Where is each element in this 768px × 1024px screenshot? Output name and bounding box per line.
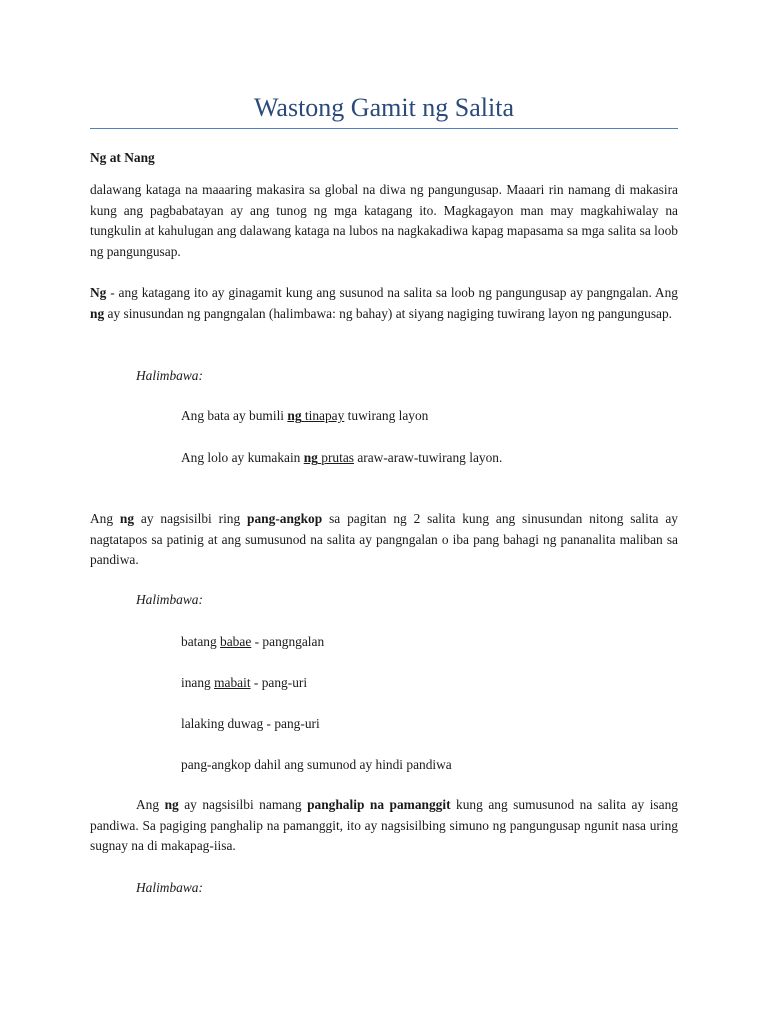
example-object: tinapay (304, 408, 345, 423)
example-text: Ang bata ay bumili (181, 408, 288, 423)
ng-term-2: ng (90, 305, 105, 321)
example-note: araw-araw-tuwirang layon. (353, 450, 503, 465)
example-underlined: babae (220, 634, 252, 649)
ng-definition-text-1: - ang katagang ito ay ginagamit kung ang susunod na salita sa loob ng pangungusap ay pangngalan. Ang (106, 285, 678, 300)
example-object: prutas (321, 450, 354, 465)
pa-text-3: sa pagitan ng 2 salita kung ang sinusundan nitong salita ay nagtatapos sa patinig at ang sumusunod na salita ay pangngalan o iba pang bahagi ng pananalita maliban sa pandiwa. (90, 511, 678, 567)
example-line (181, 755, 452, 776)
example-keyword: ng (303, 450, 318, 465)
example-label-2: Halimbawa: (136, 592, 203, 607)
example-underlined: mabait (214, 675, 251, 690)
example-line (181, 406, 428, 427)
example-text: Ang lolo ay kumakain (181, 450, 304, 465)
ph-text-2: ay nagsisilbi namang (178, 797, 308, 812)
pa-bold-1: ng (119, 511, 135, 526)
title-divider (90, 128, 678, 129)
example-note: tuwirang layon (344, 408, 429, 423)
section-heading: Ng at Nang (90, 150, 155, 165)
document-title: Wastong Gamit ng Salita (253, 93, 515, 122)
example-line (181, 448, 502, 469)
panghalip-paragraph (90, 795, 678, 857)
pa-bold-2: pang-angkop (247, 511, 323, 526)
pa-text-2: ay nagsisilbi ring (134, 511, 248, 526)
example-text: inang (181, 675, 215, 690)
example-text: batang (181, 634, 221, 649)
example-line (181, 714, 320, 735)
ng-term: Ng (90, 285, 107, 300)
example-note: - pangngalan (251, 634, 325, 649)
example-line (181, 632, 324, 653)
ng-definition-paragraph (90, 283, 678, 324)
example-note: - pang-uri (250, 675, 308, 690)
example-line (181, 673, 307, 694)
pang-angkop-paragraph (90, 509, 678, 571)
example-label-3: Halimbawa: (136, 880, 203, 895)
ph-text-3: kung ang sumusunod na salita ay isang pandiwa. Sa pagiging panghalip na pamanggit, ito ay nagsisilbing simuno ng pangungusap ngunit nasa uring sugnay na di makapag-iisa. (90, 797, 678, 853)
ng-definition-text-2: ay sinusundan ng pangngalan (halimbawa: ng bahay) at siyang nagiging tuwirang layon ng pangungusap. (104, 305, 673, 321)
example-text: lalaking duwag - pang-uri (181, 716, 320, 731)
ph-bold-1: ng (164, 797, 179, 812)
ph-text-1: Ang (136, 797, 165, 812)
intro-paragraph: dalawang kataga na maaaring makasira sa global na diwa ng pangungusap. Maaari rin namang di makasira kung ang pagbabatayan ay ang tunog ng mga katagang ito. Magkagayon man may magkahiwalay na tungkulin at kahulugan ang dalawang kataga na lubos na nagkakadiwa kapag mapasama sa mga salita sa loob ng pangungusap. (90, 182, 678, 259)
pa-text-1: Ang (90, 511, 120, 526)
ph-bold-2: panghalip na pamanggit (307, 797, 451, 812)
example-keyword: ng (287, 408, 302, 423)
example-label-1: Halimbawa: (136, 368, 203, 383)
example-text: pang-angkop dahil ang sumunod ay hindi pandiwa (181, 757, 452, 772)
